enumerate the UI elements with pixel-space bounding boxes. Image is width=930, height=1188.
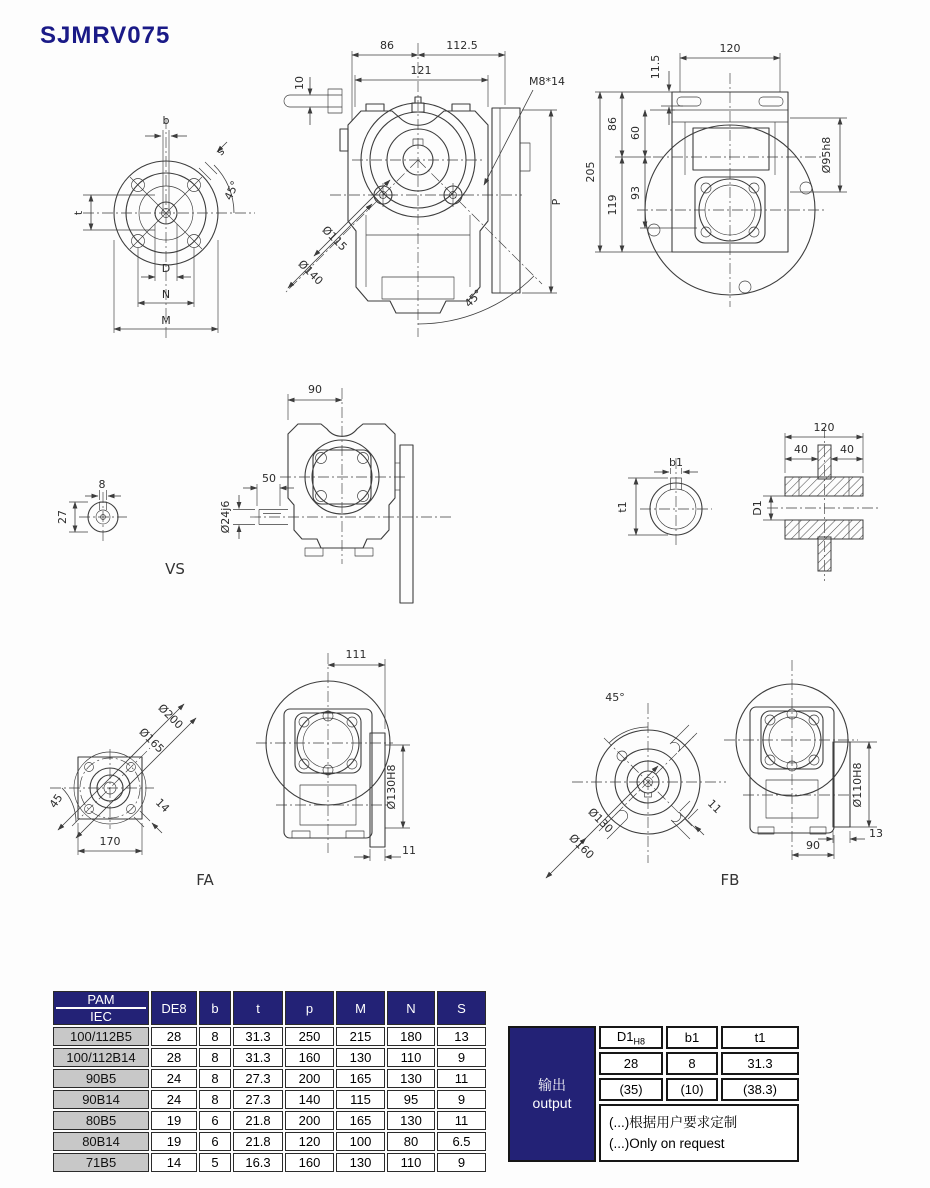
dim-label-11: 11 [402, 844, 416, 857]
note-cn: (...)根据用户要求定制 [609, 1115, 738, 1130]
output-table [505, 1023, 802, 1165]
dim-label-27: 27 [56, 510, 69, 524]
table-cell: 165 [336, 1069, 385, 1088]
table-cell: 130 [387, 1111, 435, 1130]
table-cell: 19 [151, 1111, 197, 1130]
fb-caption: FB [720, 871, 740, 889]
table-cell: 95 [387, 1090, 435, 1109]
vs-caption: VS [165, 560, 185, 578]
dim-label-112-5: 112.5 [446, 39, 478, 52]
dim-label-t: t [72, 210, 85, 216]
dim-label-86: 86 [380, 39, 394, 52]
table-cell: 9 [437, 1090, 486, 1109]
column-header: S [437, 991, 486, 1025]
dia-label-130h8: Ø130H8 [385, 764, 398, 810]
table-cell: 28 [151, 1048, 197, 1067]
pam-flange-drawing [55, 100, 317, 348]
table-cell: 19 [151, 1132, 197, 1151]
column-header-d1h8 [599, 1026, 663, 1049]
dim-label-111: 111 [345, 648, 367, 661]
dim-label-205: 205 [584, 161, 597, 183]
column-header-b1: b1 [666, 1026, 718, 1049]
dim-label-170: 170 [99, 835, 121, 848]
table-cell: 6 [199, 1132, 231, 1151]
dim-label-M: M [161, 314, 171, 327]
dim-label-50: 50 [262, 472, 276, 485]
request-note-cell [599, 1104, 799, 1162]
table-cell: 115 [336, 1090, 385, 1109]
note-en: (...)Only on request [609, 1136, 725, 1151]
table-row [53, 1090, 486, 1109]
table-cell: 28 [599, 1052, 663, 1075]
dia-label-95h8: Ø95h8 [820, 136, 833, 174]
table-cell: 80 [387, 1132, 435, 1151]
table-cell: 6.5 [437, 1132, 486, 1151]
column-header: N [387, 991, 435, 1025]
column-header: p [285, 991, 334, 1025]
dim-label-p: P [550, 198, 563, 206]
table-cell: 140 [285, 1090, 334, 1109]
dim-label-14: 14 [152, 795, 173, 816]
dia-label-110h8: Ø110H8 [851, 762, 864, 808]
dim-label-120: 120 [719, 42, 741, 55]
dim-label-N: N [161, 288, 171, 301]
row-label: 100/112B14 [53, 1048, 149, 1067]
dia-label-140: Ø140 [295, 257, 326, 288]
dim-label-90: 90 [308, 383, 322, 396]
h8-subscript: H8 [633, 1036, 646, 1047]
table-cell: 110 [387, 1153, 435, 1172]
dim-label-11-5: 11.5 [649, 54, 662, 80]
table-cell: 100 [336, 1132, 385, 1151]
row-label: 80B5 [53, 1111, 149, 1130]
dim-label-86: 86 [606, 117, 619, 131]
pam-iec-header-cell [53, 991, 149, 1025]
column-header: b [199, 991, 231, 1025]
table-cell: 21.8 [233, 1132, 283, 1151]
table-cell: (10) [666, 1078, 718, 1101]
angle-label-45: 45° [221, 178, 242, 203]
table-cell: 31.3 [721, 1052, 799, 1075]
dia-label-115: Ø115 [319, 223, 350, 254]
table-row [53, 1048, 486, 1067]
row-label: 90B5 [53, 1069, 149, 1088]
table-cell: 5 [199, 1153, 231, 1172]
table-row [53, 1153, 486, 1172]
column-header-t1: t1 [721, 1026, 799, 1049]
header-iec: IEC [90, 1009, 112, 1024]
angle-label-45: 45° [462, 287, 486, 311]
fa-view-drawing [48, 645, 488, 897]
table-cell: 6 [199, 1111, 231, 1130]
angle-label-45: 45° [605, 691, 625, 704]
column-header: t [233, 991, 283, 1025]
table-cell: 31.3 [233, 1048, 283, 1067]
dia-label-165: Ø165 [136, 725, 167, 756]
table-row [53, 1069, 486, 1088]
angle-label-45: 45 [46, 791, 66, 811]
table-cell: 130 [336, 1048, 385, 1067]
d1-label: D1 [616, 1028, 634, 1044]
table-cell: 9 [437, 1153, 486, 1172]
fb-view-drawing [528, 645, 930, 897]
table-cell: 200 [285, 1069, 334, 1088]
dim-label-40-right: 40 [840, 443, 854, 456]
dim-label-90: 90 [806, 839, 820, 852]
row-label: 100/112B5 [53, 1027, 149, 1046]
dim-label-d1: D1 [751, 500, 764, 516]
table-cell: 8 [199, 1090, 231, 1109]
table-cell: 9 [437, 1048, 486, 1067]
dim-label-s: s [213, 144, 228, 159]
table-cell: 27.3 [233, 1069, 283, 1088]
dia-label-24j6: Ø24j6 [219, 500, 232, 534]
table-cell: 24 [151, 1090, 197, 1109]
dim-label-D: D [161, 262, 171, 275]
table-header-row [53, 991, 486, 1025]
table-cell: (35) [599, 1078, 663, 1101]
row-label: 80B14 [53, 1132, 149, 1151]
table-row [508, 1026, 799, 1049]
dim-label-121: 121 [410, 64, 432, 77]
dia-label-200: Ø200 [155, 701, 186, 732]
table-cell: 130 [387, 1069, 435, 1088]
table-cell: 31.3 [233, 1027, 283, 1046]
dim-label-t1: t1 [616, 501, 629, 513]
table-cell: 28 [151, 1027, 197, 1046]
vs-view-drawing [55, 378, 455, 610]
output-label-en: output [532, 1095, 572, 1111]
table-cell: 11 [437, 1111, 486, 1130]
output-label-cn: 输出 [538, 1077, 566, 1093]
dim-label-93: 93 [629, 186, 642, 200]
column-header: M [336, 991, 385, 1025]
table-row [53, 1027, 486, 1046]
table-cell: 160 [285, 1153, 334, 1172]
row-label: 71B5 [53, 1153, 149, 1172]
table-cell: 110 [387, 1048, 435, 1067]
table-cell: 130 [336, 1153, 385, 1172]
thread-callout: M8*14 [529, 75, 565, 88]
table-cell: 120 [285, 1132, 334, 1151]
table-cell: 215 [336, 1027, 385, 1046]
table-cell: 8 [199, 1027, 231, 1046]
table-cell: 11 [437, 1069, 486, 1088]
table-cell: 250 [285, 1027, 334, 1046]
table-cell: (38.3) [721, 1078, 799, 1101]
dim-label-b: b [162, 114, 170, 127]
fa-caption: FA [196, 871, 214, 889]
table-row [53, 1111, 486, 1130]
column-header: DE8 [151, 991, 197, 1025]
table-cell: 14 [151, 1153, 197, 1172]
side-view-drawing [585, 25, 930, 310]
table-cell: 8 [199, 1048, 231, 1067]
header-pam: PAM [56, 992, 146, 1009]
dim-label-b1: b1 [669, 456, 683, 469]
table-cell: 13 [437, 1027, 486, 1046]
table-row [53, 1132, 486, 1151]
dim-label-13: 13 [869, 827, 883, 840]
table-cell: 16.3 [233, 1153, 283, 1172]
dim-label-119: 119 [606, 194, 619, 216]
page-title: SJMRV075 [40, 22, 171, 49]
output-side-label [508, 1026, 596, 1162]
table-cell: 27.3 [233, 1090, 283, 1109]
pam-iec-table [51, 989, 488, 1174]
table-cell: 165 [336, 1111, 385, 1130]
dim-label-120: 120 [813, 421, 835, 434]
dim-label-40-left: 40 [794, 443, 808, 456]
row-label: 90B14 [53, 1090, 149, 1109]
dim-label-60: 60 [629, 126, 642, 140]
table-cell: 180 [387, 1027, 435, 1046]
table-cell: 8 [666, 1052, 718, 1075]
table-cell: 160 [285, 1048, 334, 1067]
dim-label-10: 10 [293, 76, 306, 90]
table-cell: 200 [285, 1111, 334, 1130]
dim-label-11: 11 [704, 796, 725, 817]
table-cell: 24 [151, 1069, 197, 1088]
dia-label-130: Ø130 [585, 805, 616, 836]
output-bore-drawing [598, 420, 730, 555]
table-cell: 21.8 [233, 1111, 283, 1130]
dim-label-8: 8 [98, 478, 106, 491]
table-cell: 8 [199, 1069, 231, 1088]
hollow-shaft-drawing [745, 415, 930, 587]
dia-label-160: Ø160 [566, 831, 597, 862]
